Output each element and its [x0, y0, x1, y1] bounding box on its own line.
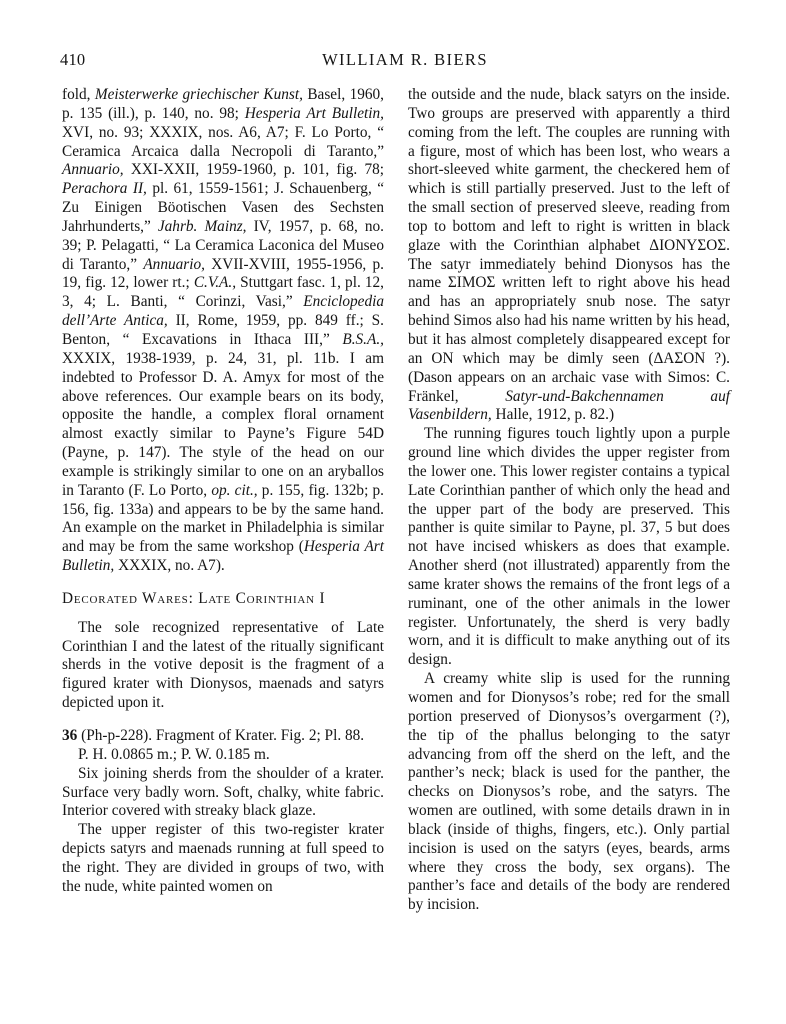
text-run: Stuttgart fasc. 1, pl. 12, 3, 4; L. Banti, “ Corinzi, Vasi,” [62, 274, 384, 311]
text-run: XXXIX, no. A7). [114, 557, 225, 575]
measurements: P. H. 0.0865 m.; P. W. 0.185 m. [78, 745, 270, 763]
italic-citation: Annuario, [143, 255, 205, 273]
intro-paragraph: The sole recognized representative of Late Corinthian I and the latest of the ritually significant sherds in the votive deposit is the fragment of a figured krater with Dionysos, maenads and satyrs depicted upon it. [62, 618, 384, 712]
upper-register-paragraph: The upper register of this two-register krater depicts satyrs and maenads running at full speed to the right. They are divided in groups of two, with the nude, white painted women on [62, 821, 384, 895]
text-run: XVII-XVIII, 1955-1956, p. 19, fig. 12, lower rt.; [62, 255, 384, 292]
text-run: II, Rome, 1959, pp. 849 ff.; S. Benton, “ Excavations in Ithaca III,” [62, 312, 384, 348]
footnote-continuation [62, 86, 384, 576]
section-heading: Decorated Wares: Late Corinthian I [62, 589, 326, 607]
description-paragraph: Six joining sherds from the shoulder of a krater. Surface very badly worn. Soft, chalky, white fabric. Interior covered with streaky black glaze. [62, 764, 384, 820]
italic-citation: B.S.A., [342, 330, 384, 348]
italic-citation: op. cit., [211, 481, 258, 499]
italic-citation: Meisterwerke griechischer Kunst, [94, 86, 303, 103]
page-number: 410 [60, 50, 86, 69]
text-run: XXI-XXII, 1959-1960, p. 101, fig. 78; [123, 161, 384, 179]
left-column [62, 86, 384, 897]
italic-citation: Hesperia Art Bulletin, [62, 538, 384, 575]
italic-citation: Enciclopedia dell’Arte Antica, [62, 293, 384, 330]
colors-paragraph: A creamy white slip is used for the running women and for Dionysos’s robe; red for the small portion preserved of Dionysos’s overgarment (?), the tip of the phallus belonging to the satyr advancing from off the sherd on the left, and the panther’s neck; black is used for the panther, the checks on Dionysos’s robe, and the satyrs. The women are outlined, with some details drawn in in black (inside of thighs, fingers, etc.). Only partial incision is used on the satyrs (eyes, beards, arms where they cross the body, sex organs). The panther’s face and details of the body are rendered by incision. [408, 670, 730, 914]
text-run: Halle, 1912, p. 82.) [491, 406, 615, 424]
running-title: WILLIAM R. BIERS [322, 50, 488, 69]
text-run: fold, [62, 86, 95, 103]
italic-citation: Hesperia Art Bulletin, [244, 104, 384, 122]
right-column [408, 86, 730, 915]
continued-paragraph [408, 86, 730, 425]
italic-citation: Satyr-und-Bakchennamen auf Vasenbildern, [408, 387, 730, 424]
text-run: XXXIX, 1938-1939, p. 24, 31, pl. 11b. I am indebted to Professor D. A. Amyx for most of the above references. Our example bears on its body, opposite the handle, a complex floral ornament almost exactly similar to Payne’s Figure 54D (Payne, p. 147). The style of the head on our example is strikingly similar to one on an aryballos in Taranto (F. Lo Porto, [62, 349, 384, 499]
text-run: the outside and the nude, black satyrs on the inside. Two groups are preserved with apparently a third coming from the left. The couples are running with a figure, most of which has been lost, who wears a short-sleeved white garment, the checkered hem of which is still partially preserved. Just to the left of the small section of preserved sleeve, reading from top to bottom and left to right is written in black glaze with the Corinthian alphabet ΔΙΟΝΥΣΟΣ. The satyr immediately behind Dionysos has the name ΣΙΜΟΣ written left to right above his head and has an appropriately snub nose. The satyr behind Simos also had his name written by his head, but it has almost completely disappeared except for an ON which may be dimly seen (ΔΑΣΟΝ ?). (Dason appears on an archaic vase with Simos: C. Fränkel, [408, 86, 730, 405]
catalog-entry-text: (Ph-p-228). Fragment of Krater. Fig. 2; Pl. 88. [77, 727, 365, 744]
italic-citation: Perachora II, [62, 180, 147, 198]
italic-citation: C.V.A., [193, 274, 237, 292]
text-run: p. 155, fig. 132b; p. 156, fig. 133a) and appears to be by the same hand. An example on the market in Philadelphia is similar and may be from the same workshop ( [62, 481, 385, 556]
text-run: XVI, no. 93; XXXIX, nos. A6, A7; F. Lo Porto, “ Ceramica Arcaica dalla Necropoli di Taranto,” [62, 123, 384, 160]
page-header [60, 50, 750, 76]
text-run: IV, 1957, p. 68, no. 39; P. Pelagatti, “ La Ceramica Laconica del Museo di Taranto,” [62, 217, 385, 273]
catalog-number: 36 [62, 727, 78, 744]
lower-register-paragraph: The running figures touch lightly upon a purple ground line which divides the upper register from the lower one. This lower register contains a typical Late Corinthian panther of which only the head and the upper part of the body are preserved. This panther is quite similar to Payne, pl. 37, 5 but does not have incised whiskers as does that example. Another sherd (not illustrated) apparently from the same krater shows the remains of the front legs of a ruminant, one of the other animals in the lower register. Unfortunately, the sherd is very badly worn, and it is difficult to make anything out of its design. [408, 425, 730, 669]
text-run: Basel, 1960, p. 135 (ill.), p. 140, no. 98; [62, 86, 384, 122]
italic-citation: Jahrb. Mainz, [157, 217, 247, 235]
catalog-entry [62, 727, 384, 746]
italic-citation: Annuario, [62, 161, 124, 179]
text-run: pl. 61, 1559-1561; J. Schauenberg, “ Zu Einigen Böotischen Vasen des Sechsten Jahrhunderts,” [62, 180, 384, 235]
